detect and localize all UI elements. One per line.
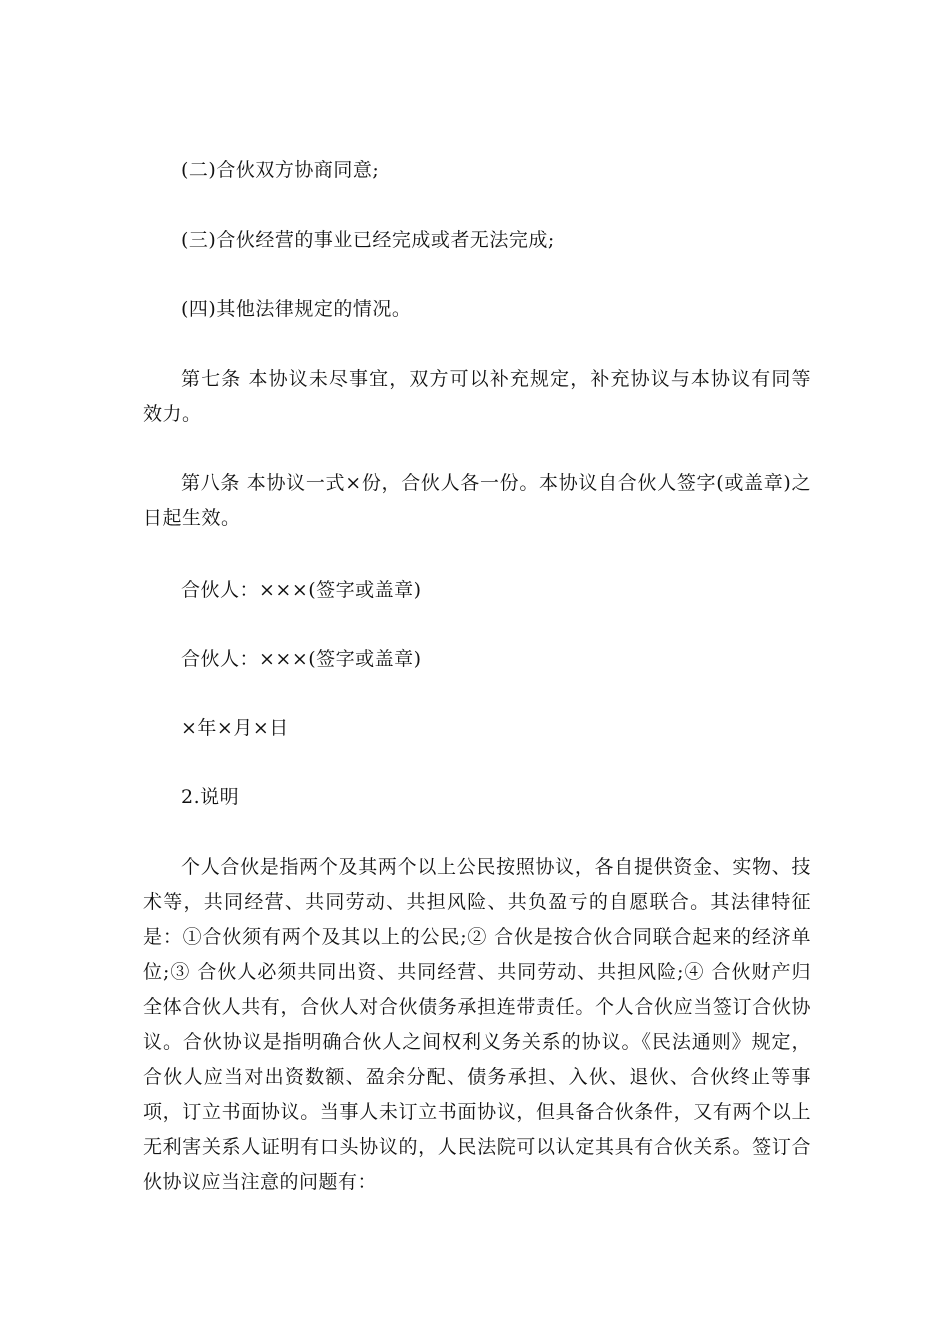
clause-item-2: (二)合伙双方协商同意;	[181, 159, 380, 181]
date-line: ×年×月×日	[181, 717, 289, 739]
partner-signature-1: 合伙人：×××(签字或盖章)	[181, 579, 422, 601]
clause-item-3: (三)合伙经营的事业已经完成或者无法完成;	[181, 229, 555, 251]
section-heading-explanation: 2.说明	[181, 786, 240, 808]
clause-item-4: (四)其他法律规定的情况。	[181, 298, 412, 320]
explanation-paragraph: 个人合伙是指两个及其两个以上公民按照协议，各自提供资金、实物、技术等，共同经营、共同劳动、共担风险、共负盈亏的自愿联合。其法律特征是：①合伙须有两个及其以上的公民;② 合伙是按合伙合同联合起来的经济单位;③ 合伙人必须共同出资、共同经营、共同劳动、共担风险;④ 合伙财产归全体合伙人共有，合伙人对合伙债务承担连带责任。个人合伙应当签订合伙协议。合伙协议是指明确合伙人之间权利义务关系的协议。《民法通则》规定，合伙人应当对出资数额、盈余分配、债务承担、入伙、退伙、合伙终止等事项，订立书面协议。当事人未订立书面协议，但具备合伙条件，又有两个以上无利害关系人证明有口头协议的，人民法院可以认定其具有合伙关系。签订合伙协议应当注意的问题有：	[143, 856, 811, 1193]
article-7: 第七条 本协议未尽事宜，双方可以补充规定，补充协议与本协议有同等效力。	[143, 368, 811, 425]
article-8: 第八条 本协议一式×份，合伙人各一份。本协议自合伙人签字(或盖章)之日起生效。	[143, 472, 811, 529]
partner-signature-2: 合伙人：×××(签字或盖章)	[181, 648, 422, 670]
